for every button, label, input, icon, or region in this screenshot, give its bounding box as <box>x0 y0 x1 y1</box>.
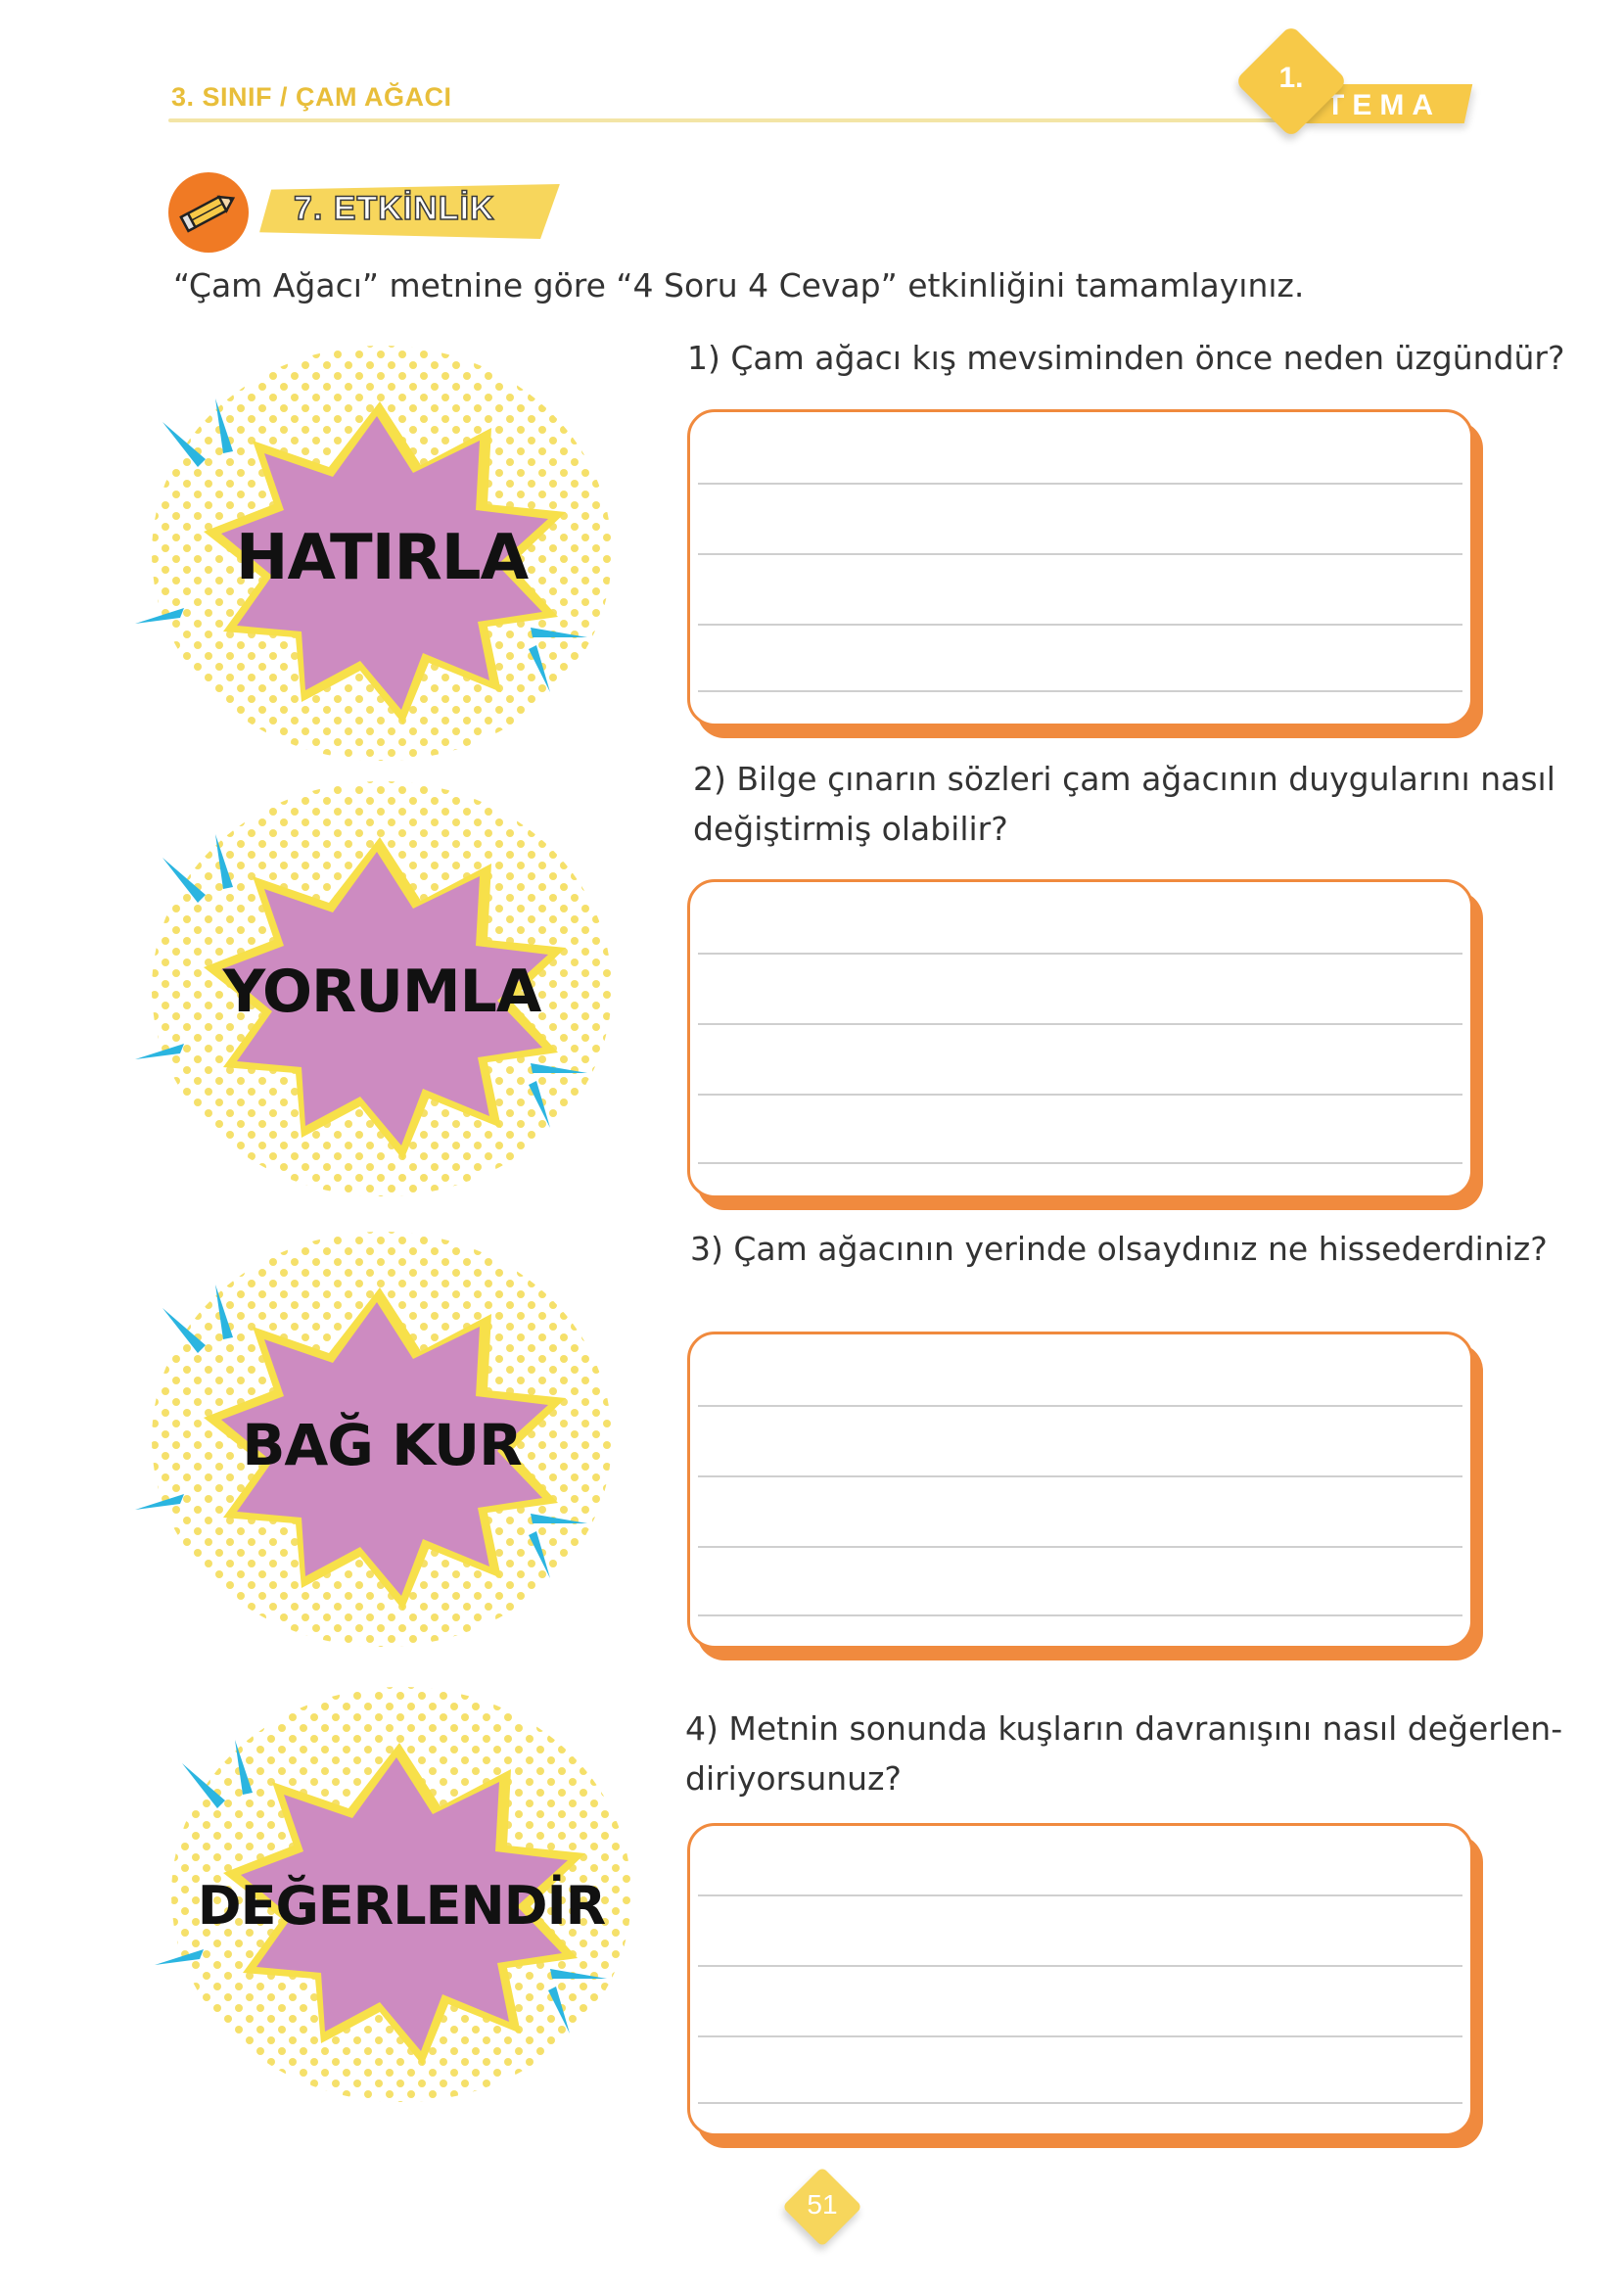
writing-line <box>698 953 1462 955</box>
question-text-line-2: diriyorsunuz? <box>685 1759 902 1798</box>
instruction-text: “Çam Ağacı” metnine göre “4 Soru 4 Cevap” etkinliğini tamamlayınız. <box>173 266 1305 304</box>
burst-label: BAĞ KUR <box>242 1412 522 1478</box>
burst-label: HATIRLA <box>235 522 529 594</box>
question-text-line-2: değiştirmiş olabilir? <box>693 810 1008 848</box>
question-4 <box>685 1704 1562 1803</box>
tema-label: TEMA <box>1326 89 1441 121</box>
writing-line <box>698 1475 1462 1477</box>
writing-line <box>698 1162 1462 1164</box>
writing-line <box>698 1894 1462 1896</box>
tema-number: 1. <box>1278 62 1304 94</box>
question-text-line-1: 2) Bilge çınarın sözleri çam ağacının duygularını nasıl <box>693 760 1555 798</box>
writing-line <box>698 2102 1462 2104</box>
question-3 <box>690 1224 1548 1274</box>
writing-line <box>698 483 1462 485</box>
burst-degerlendir <box>147 1679 656 2110</box>
answer-box-2[interactable] <box>687 879 1473 1198</box>
writing-line <box>698 1405 1462 1407</box>
question-text: 1) Çam ağacı kış mevsiminden önce neden üzgündür? <box>687 339 1565 377</box>
burst-bag-kur <box>127 1224 636 1655</box>
writing-line <box>698 1965 1462 1967</box>
question-text: 3) Çam ağacının yerinde olsaydınız ne hissederdiniz? <box>690 1230 1548 1268</box>
writing-line <box>698 1546 1462 1548</box>
writing-line <box>698 1094 1462 1096</box>
answer-box-4[interactable] <box>687 1823 1473 2136</box>
writing-line <box>698 2035 1462 2037</box>
burst-yorumla <box>127 773 636 1204</box>
answer-box-3[interactable] <box>687 1332 1473 1649</box>
question-1 <box>687 333 1565 383</box>
header-divider <box>168 118 1294 122</box>
burst-label: DEĞERLENDİR <box>197 1875 606 1937</box>
writing-line <box>698 1023 1462 1025</box>
question-text-line-1: 4) Metnin sonunda kuşların davranışını nasıl değerlen- <box>685 1709 1563 1748</box>
activity-title: 7. ETKİNLİK <box>294 190 495 227</box>
pencil-icon-badge <box>168 172 249 253</box>
question-2 <box>693 754 1555 854</box>
writing-line <box>698 1614 1462 1616</box>
page-number: 51 <box>807 2189 838 2220</box>
writing-line <box>698 553 1462 555</box>
answer-box-1[interactable] <box>687 409 1473 726</box>
breadcrumb: 3. SINIF / ÇAM AĞACI <box>171 82 452 112</box>
writing-line <box>698 624 1462 626</box>
writing-line <box>698 690 1462 692</box>
pencil-icon <box>176 182 241 243</box>
burst-hatirla <box>127 338 636 769</box>
burst-label: YORUMLA <box>222 958 541 1026</box>
